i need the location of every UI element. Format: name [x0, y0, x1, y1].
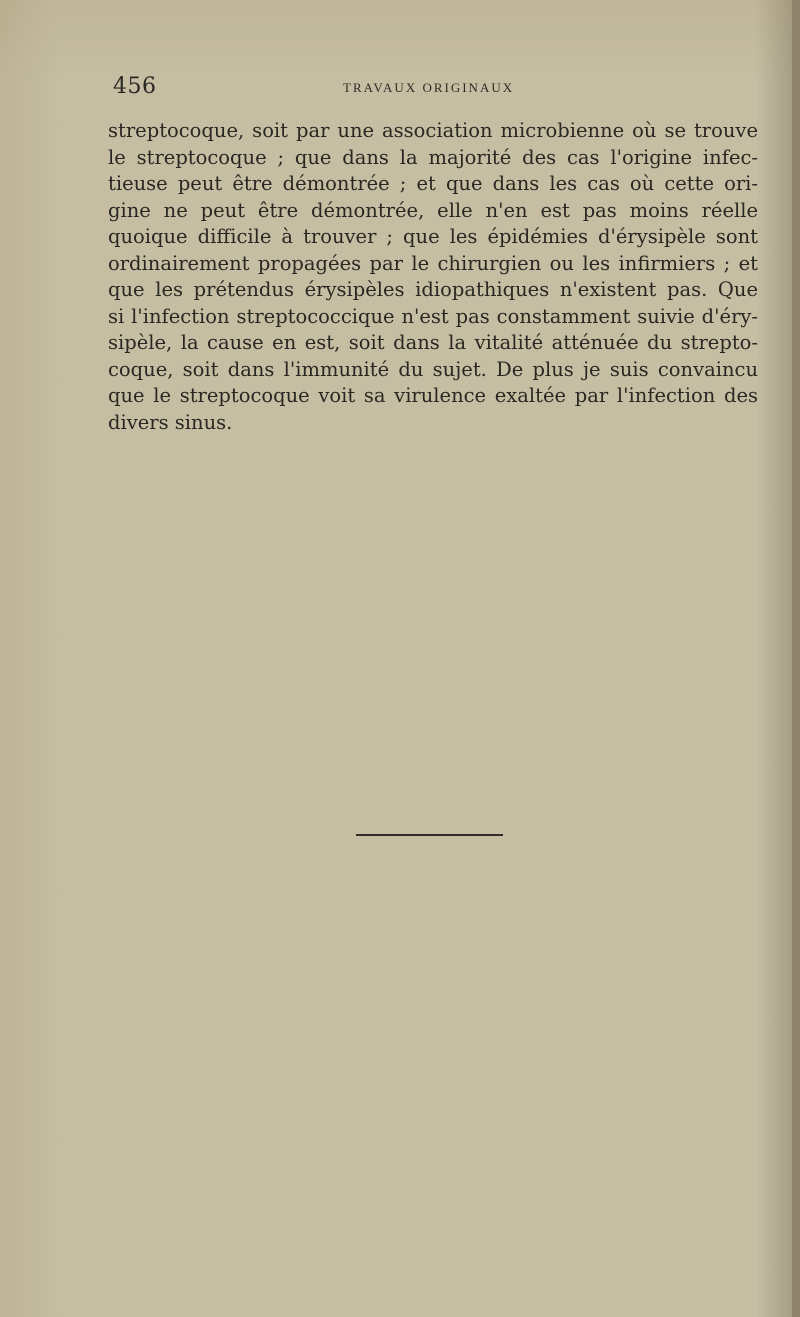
text-line: le streptocoque ; que dans la majorité des cas l'origine infec- — [108, 145, 758, 169]
page-header — [113, 74, 758, 104]
text-line: sipèle, la cause en est, soit dans la vitalité atténuée du strepto- — [108, 331, 758, 354]
running-title: TRAVAUX ORIGINAUX — [343, 80, 515, 95]
text-line: si l'infection streptococcique n'est pas constamment suivie d'éry- — [108, 304, 758, 328]
page-number: 456 — [113, 74, 157, 99]
text-line: ordinairement propagées par le chirurgien ou les infirmiers ; et — [108, 251, 758, 275]
text-line: coque, soit dans l'immunité du sujet. De plus je suis convaincu — [108, 357, 758, 381]
text-line: tieuse peut être démontrée ; et que dans les cas où cette ori- — [108, 172, 758, 195]
text-line: quoique difficile à trouver ; que les épidémies d'érysipèle sont — [108, 225, 758, 248]
text-line: streptocoque, soit par une association microbienne où se trouve — [108, 119, 758, 142]
text-line: que les prétendus érysipèles idiopathiques n'existent pas. Que — [108, 278, 758, 301]
text-line: gine ne peut être démontrée, elle n'en est pas moins réelle — [108, 198, 758, 222]
text-line: divers sinus. — [108, 410, 233, 434]
text-line: que le streptocoque voit sa virulence exaltée par l'infection des — [108, 384, 758, 407]
body-paragraph — [108, 118, 758, 436]
section-end-rule — [356, 834, 503, 836]
